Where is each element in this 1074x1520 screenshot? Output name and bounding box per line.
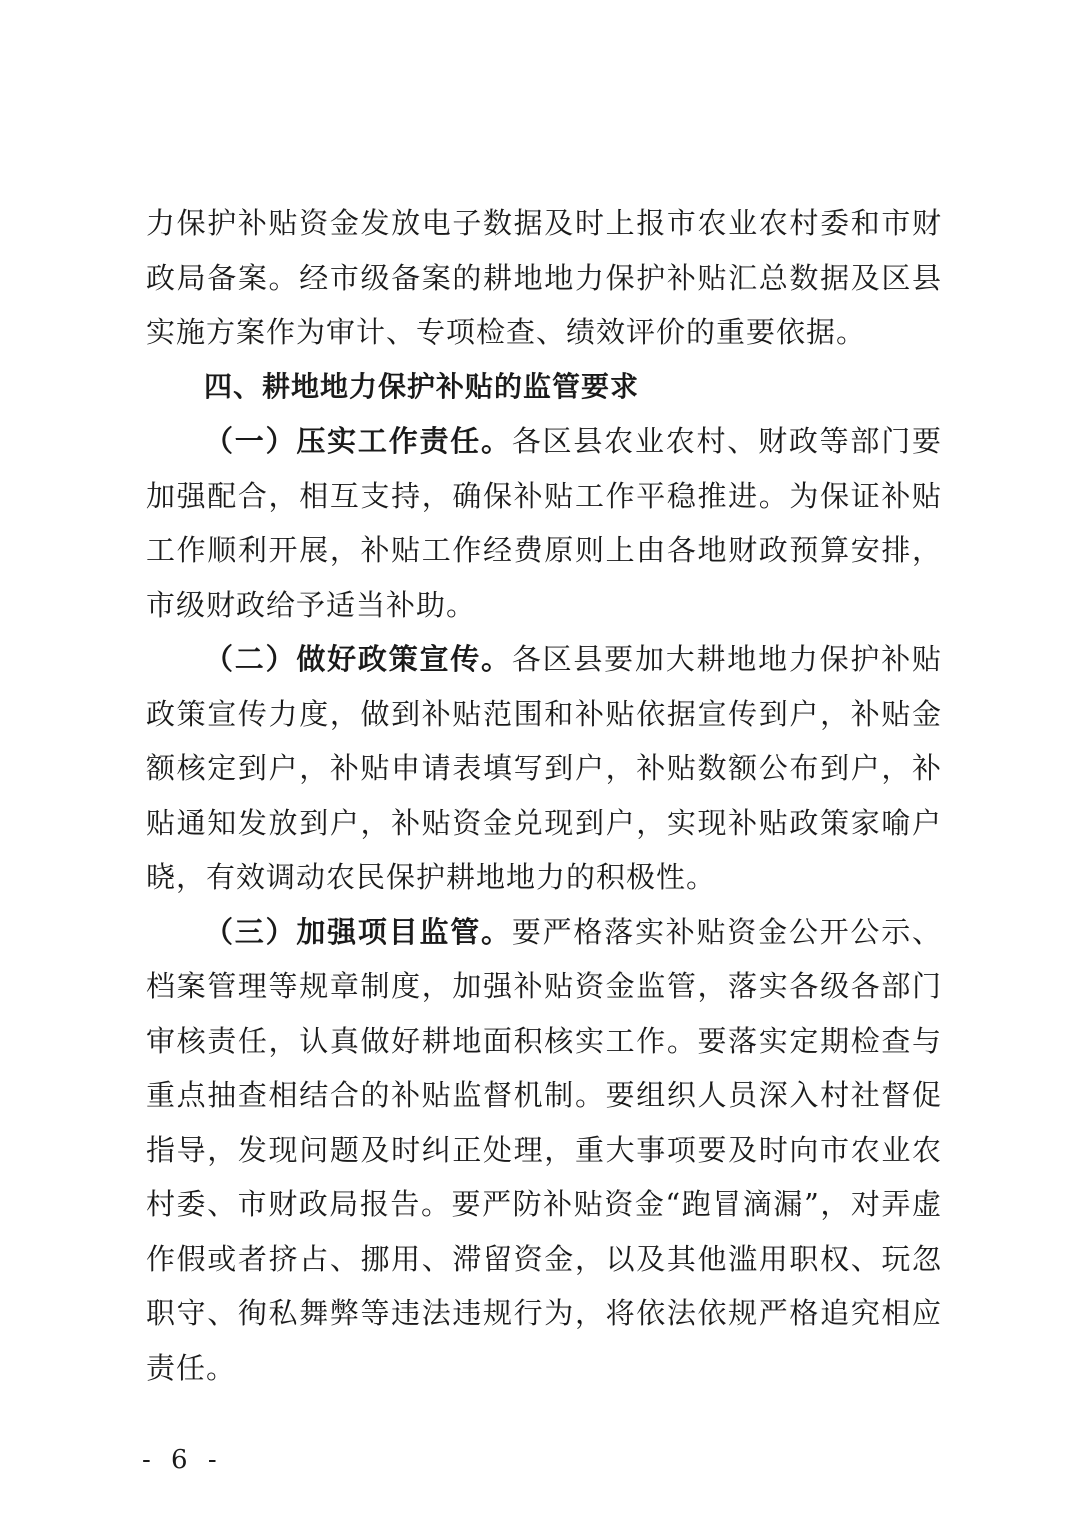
paragraph-work-responsibility bbox=[146, 414, 942, 632]
paragraph-project-supervision bbox=[146, 905, 942, 1396]
document-body bbox=[146, 196, 942, 1395]
paragraph-lead: （二）做好政策宣传。 bbox=[204, 642, 512, 676]
paragraph-lead: （三）加强项目监管。 bbox=[204, 914, 512, 949]
paragraph-text: 要严格落实补贴资金公开公示、档案管理等规章制度，加强补贴资金监管，落实各级各部门审核责任，认真做好耕地面积核实工作。要落实定期检查与重点抽查相结合的补贴监督机制。要组织人员深入村社督促指导，发现问题及时纠正处理，重大事项要及时向市农业农村委、市财政局报告。要严防补贴资金“跑冒滴漏”，对弄虚作假或者挤占、挪用、滞留资金，以及其他滥用职权、玩忽职守、徇私舞弊等违法违规行为，将依法依规严格追究相应责任。 bbox=[146, 914, 942, 1385]
paragraph-continuation: 力保护补贴资金发放电子数据及时上报市农业农村委和市财政局备案。经市级备案的耕地地力保护补贴汇总数据及区县实施方案作为审计、专项检查、绩效评价的重要依据。 bbox=[146, 206, 942, 349]
paragraph-policy-publicity bbox=[146, 632, 942, 905]
paragraph-lead: （一）压实工作责任。 bbox=[204, 424, 512, 458]
section-heading: 四、耕地地力保护补贴的监管要求 bbox=[204, 369, 640, 403]
page-number: - 6 - bbox=[142, 1445, 223, 1475]
paragraph-text: 各区县农业农村、财政等部门要加强配合，相互支持，确保补贴工作平稳推进。为保证补贴工作顺利开展，补贴工作经费原则上由各地财政预算安排，市级财政给予适当补助。 bbox=[146, 424, 942, 622]
paragraph-text: 各区县要加大耕地地力保护补贴政策宣传力度，做到补贴范围和补贴依据宣传到户，补贴金额核定到户，补贴申请表填写到户，补贴数额公布到户，补贴通知发放到户，补贴资金兑现到户，实现补贴政策家喻户晓，有效调动农民保护耕地地力的积极性。 bbox=[146, 642, 942, 894]
